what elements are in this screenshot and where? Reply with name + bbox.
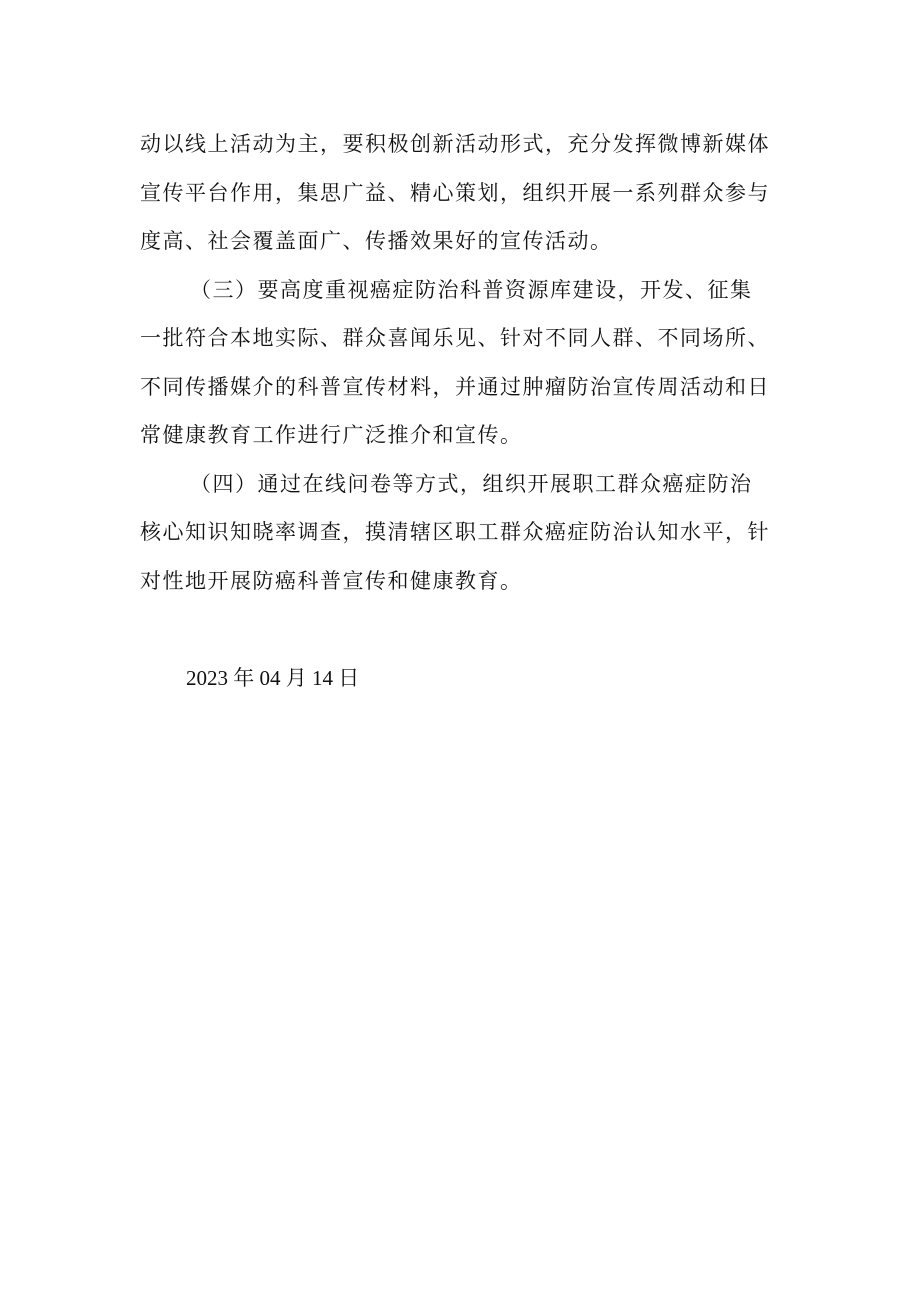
paragraph-continued — [140, 120, 800, 266]
paragraph-four — [140, 460, 800, 606]
document-body — [140, 120, 800, 605]
text-line: （三）要高度重视癌症防治科普资源库建设，开发、征集 — [190, 277, 753, 302]
text-line: 度高、社会覆盖面广、传播效果好的宣传活动。 — [140, 229, 613, 253]
paragraph-three — [140, 266, 800, 460]
text-line: 常健康教育工作进行广泛推介和宣传。 — [140, 423, 523, 447]
text-line: 宣传平台作用，集思广益、精心策划，组织开展一系列群众参与 — [140, 180, 770, 205]
text-line: 核心知识知晓率调查，摸清辖区职工群众癌症防治认知水平，针 — [140, 520, 770, 544]
text-line: 动以线上活动为主，要积极创新活动形式，充分发挥微博新媒体 — [140, 132, 770, 156]
text-line: 对性地开展防癌科普宣传和健康教育。 — [140, 568, 523, 593]
text-line: 不同传播媒介的科普宣传材料，并通过肿瘤防治宣传周活动和日 — [140, 374, 770, 399]
text-line: 一批符合本地实际、群众喜闻乐见、针对不同人群、不同场所、 — [140, 326, 770, 350]
document-date: 2023 年 04 月 14 日 — [186, 666, 360, 690]
text-line: （四）通过在线问卷等方式，组织开展职工群众癌症防治 — [190, 471, 753, 496]
